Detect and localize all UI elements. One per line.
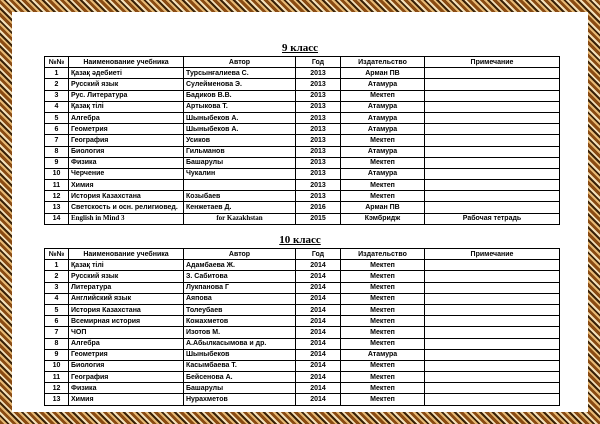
table-cell xyxy=(425,282,560,293)
table-cell: Гильманов xyxy=(184,146,296,157)
table-row xyxy=(45,394,560,405)
table-cell: English in Mind 3 xyxy=(69,213,184,224)
grade9-table xyxy=(44,56,560,225)
table-cell: for Kazakhstan xyxy=(184,213,296,224)
table-cell: Мектеп xyxy=(341,90,425,101)
table-cell: Шыныбеков xyxy=(184,349,296,360)
table-cell: Рабочая тетрадь xyxy=(425,213,560,224)
table-row xyxy=(45,260,560,271)
table-cell xyxy=(425,135,560,146)
table-cell: Литература xyxy=(69,282,184,293)
table-row xyxy=(45,202,560,213)
table-cell: Мектеп xyxy=(341,394,425,405)
header-row xyxy=(45,249,560,260)
table-cell: Геометрия xyxy=(69,349,184,360)
table-cell: Атамура xyxy=(341,124,425,135)
table-cell: 8 xyxy=(45,338,69,349)
column-header: Наименование учебника xyxy=(69,57,184,68)
table-row xyxy=(45,112,560,123)
table-cell: 11 xyxy=(45,372,69,383)
table-cell: 2014 xyxy=(296,293,341,304)
column-header: Издательство xyxy=(341,249,425,260)
table-cell: 2013 xyxy=(296,68,341,79)
table-cell: Мектеп xyxy=(341,135,425,146)
table-cell: Сулейменова Э. xyxy=(184,79,296,90)
table-cell xyxy=(425,360,560,371)
table-cell: Шыныбеков А. xyxy=(184,112,296,123)
table-cell: 6 xyxy=(45,316,69,327)
table-cell xyxy=(425,260,560,271)
table-cell: История Казахстана xyxy=(69,191,184,202)
table-cell: Мектеп xyxy=(341,304,425,315)
table-row xyxy=(45,316,560,327)
table-cell: Қазақ тілі xyxy=(69,101,184,112)
table-cell: Биология xyxy=(69,146,184,157)
table-cell: Атамура xyxy=(341,349,425,360)
table-cell: 2 xyxy=(45,79,69,90)
table-cell: 2013 xyxy=(296,146,341,157)
column-header: Автор xyxy=(184,57,296,68)
table-cell xyxy=(425,90,560,101)
table-row xyxy=(45,168,560,179)
table-cell: Артыкова Т. xyxy=(184,101,296,112)
table-cell: Чукалин xyxy=(184,168,296,179)
table-cell: Атамура xyxy=(341,79,425,90)
column-header: Издательство xyxy=(341,57,425,68)
grade9-title: 9 класс xyxy=(281,42,319,54)
table-cell: Адамбаева Ж. xyxy=(184,260,296,271)
table-cell: 10 xyxy=(45,168,69,179)
table-cell: Қазақ тілі xyxy=(69,260,184,271)
table-cell: Мектеп xyxy=(341,157,425,168)
table-cell: Қазақ әдебиеті xyxy=(69,68,184,79)
table-cell: Мектеп xyxy=(341,180,425,191)
table-row xyxy=(45,135,560,146)
table-row xyxy=(45,180,560,191)
table-cell: Башарулы xyxy=(184,383,296,394)
table-cell: 2014 xyxy=(296,394,341,405)
table-cell: 2013 xyxy=(296,191,341,202)
table-cell: 1 xyxy=(45,68,69,79)
table-cell: Геометрия xyxy=(69,124,184,135)
table-cell: Химия xyxy=(69,394,184,405)
table-cell: 2014 xyxy=(296,316,341,327)
table-cell: 2013 xyxy=(296,157,341,168)
table-cell: 4 xyxy=(45,293,69,304)
table-row xyxy=(45,213,560,224)
table-cell: 10 xyxy=(45,360,69,371)
table-cell: Лукпанова Г xyxy=(184,282,296,293)
table-cell: География xyxy=(69,372,184,383)
column-header: Наименование учебника xyxy=(69,249,184,260)
table-cell xyxy=(425,157,560,168)
table-row xyxy=(45,68,560,79)
column-header: Примечание xyxy=(425,249,560,260)
table-cell: Алгебра xyxy=(69,338,184,349)
table-cell: Усиков xyxy=(184,135,296,146)
table-row xyxy=(45,271,560,282)
column-header: Примечание xyxy=(425,57,560,68)
table-cell: Мектеп xyxy=(341,260,425,271)
table-cell: Бейсенова А. xyxy=(184,372,296,383)
table-cell: Химия xyxy=(69,180,184,191)
table-cell: Физика xyxy=(69,157,184,168)
table-cell xyxy=(425,349,560,360)
table-row xyxy=(45,79,560,90)
table-cell xyxy=(184,180,296,191)
table-cell: 9 xyxy=(45,349,69,360)
table-row xyxy=(45,349,560,360)
table-cell xyxy=(425,304,560,315)
table-cell: 13 xyxy=(45,202,69,213)
table-cell: Атамура xyxy=(341,101,425,112)
table-cell: 2 xyxy=(45,271,69,282)
table-cell: А.Абылкасымова и др. xyxy=(184,338,296,349)
table-cell: ЧОП xyxy=(69,327,184,338)
table-cell: Нурахметов xyxy=(184,394,296,405)
table-cell: Мектеп xyxy=(341,293,425,304)
table-cell: 2013 xyxy=(296,101,341,112)
table-cell: Всемирная история xyxy=(69,316,184,327)
table-cell: Мектеп xyxy=(341,271,425,282)
table-cell: 2014 xyxy=(296,260,341,271)
table-cell: 12 xyxy=(45,191,69,202)
table-cell: Мектеп xyxy=(341,338,425,349)
column-header: №№ xyxy=(45,57,69,68)
table-cell: Мектеп xyxy=(341,191,425,202)
table-row xyxy=(45,383,560,394)
table-cell: 3 xyxy=(45,90,69,101)
table-cell: 13 xyxy=(45,394,69,405)
table-cell xyxy=(425,327,560,338)
table-cell: 2013 xyxy=(296,112,341,123)
table-cell: Кенжетаев Д. xyxy=(184,202,296,213)
table-cell xyxy=(425,293,560,304)
table-cell: Арман ПВ xyxy=(341,68,425,79)
table-cell: Шыныбеков А. xyxy=(184,124,296,135)
table-cell: Физика xyxy=(69,383,184,394)
table-row xyxy=(45,101,560,112)
table-cell: 5 xyxy=(45,112,69,123)
table-cell xyxy=(425,124,560,135)
table-cell xyxy=(425,316,560,327)
table-row xyxy=(45,90,560,101)
table-cell: Атамура xyxy=(341,146,425,157)
table-cell: 2016 xyxy=(296,202,341,213)
table-cell: Английский язык xyxy=(69,293,184,304)
table-cell: 2014 xyxy=(296,338,341,349)
column-header: Автор xyxy=(184,249,296,260)
table-cell: Рус. Литература xyxy=(69,90,184,101)
grade10-title: 10 класс xyxy=(279,234,321,246)
table-row xyxy=(45,124,560,135)
grade10-table xyxy=(44,248,560,406)
table-cell xyxy=(425,79,560,90)
table-cell: 2013 xyxy=(296,79,341,90)
table-cell: Русский язык xyxy=(69,79,184,90)
table-cell: Мектеп xyxy=(341,383,425,394)
table-cell xyxy=(425,383,560,394)
column-header: Год xyxy=(296,249,341,260)
table-cell: Кожахметов xyxy=(184,316,296,327)
table-row xyxy=(45,372,560,383)
table-row xyxy=(45,304,560,315)
column-header: Год xyxy=(296,57,341,68)
table-cell: 2013 xyxy=(296,180,341,191)
table-row xyxy=(45,327,560,338)
table-cell: З. Сабитова xyxy=(184,271,296,282)
table-cell: Башарулы xyxy=(184,157,296,168)
table-cell: Изотов М. xyxy=(184,327,296,338)
table-cell: 2014 xyxy=(296,304,341,315)
table-row xyxy=(45,191,560,202)
table-cell: Касымбаева Т. xyxy=(184,360,296,371)
table-cell: Черчение xyxy=(69,168,184,179)
table-cell: Бадиков В.В. xyxy=(184,90,296,101)
table-cell: 2013 xyxy=(296,135,341,146)
table-cell: Арман ПВ xyxy=(341,202,425,213)
table-cell: 1 xyxy=(45,260,69,271)
page xyxy=(12,12,588,412)
table-cell xyxy=(425,168,560,179)
table-cell: Алгебра xyxy=(69,112,184,123)
table-cell: 2014 xyxy=(296,372,341,383)
table-cell xyxy=(425,202,560,213)
table-cell: 2013 xyxy=(296,124,341,135)
table-row xyxy=(45,360,560,371)
table-cell: 6 xyxy=(45,124,69,135)
table-cell xyxy=(425,112,560,123)
table-cell: 2014 xyxy=(296,360,341,371)
table-cell: 2014 xyxy=(296,327,341,338)
table-cell: 2015 xyxy=(296,213,341,224)
table-cell: 11 xyxy=(45,180,69,191)
table-cell: 2014 xyxy=(296,383,341,394)
table-row xyxy=(45,146,560,157)
table-cell: Мектеп xyxy=(341,282,425,293)
table-cell: 14 xyxy=(45,213,69,224)
column-header: №№ xyxy=(45,249,69,260)
table-row xyxy=(45,282,560,293)
table-cell: 5 xyxy=(45,304,69,315)
table-cell: 8 xyxy=(45,146,69,157)
table-cell: 4 xyxy=(45,101,69,112)
table-cell: Толеубаев xyxy=(184,304,296,315)
table-cell: 7 xyxy=(45,327,69,338)
table-cell xyxy=(425,146,560,157)
table-cell: 2014 xyxy=(296,271,341,282)
table-cell: Светскость и осн. религиовед. xyxy=(69,202,184,213)
table-cell xyxy=(425,101,560,112)
table-cell: Мектеп xyxy=(341,316,425,327)
table-cell: 3 xyxy=(45,282,69,293)
table-cell: 7 xyxy=(45,135,69,146)
table-cell xyxy=(425,191,560,202)
table-cell: География xyxy=(69,135,184,146)
table-cell: Мектеп xyxy=(341,372,425,383)
table-cell xyxy=(425,180,560,191)
table-row xyxy=(45,338,560,349)
table-cell: Аяпова xyxy=(184,293,296,304)
table-cell: 2013 xyxy=(296,168,341,179)
table-cell: Турсынғалиева С. xyxy=(184,68,296,79)
table-cell xyxy=(425,68,560,79)
table-cell: 12 xyxy=(45,383,69,394)
table-cell: Биология xyxy=(69,360,184,371)
table-cell: Атамура xyxy=(341,112,425,123)
table-cell: 9 xyxy=(45,157,69,168)
table-cell: Мектеп xyxy=(341,327,425,338)
table-cell: 2013 xyxy=(296,90,341,101)
table-cell: Козыбаев xyxy=(184,191,296,202)
table-cell: Кэмбридж xyxy=(341,213,425,224)
table-cell xyxy=(425,338,560,349)
table-cell: Мектеп xyxy=(341,360,425,371)
table-cell xyxy=(425,372,560,383)
table-cell: Атамура xyxy=(341,168,425,179)
table-cell: 2014 xyxy=(296,349,341,360)
table-cell xyxy=(425,271,560,282)
header-row xyxy=(45,57,560,68)
table-cell: История Казахстана xyxy=(69,304,184,315)
table-row xyxy=(45,293,560,304)
table-cell xyxy=(425,394,560,405)
table-cell: Русский язык xyxy=(69,271,184,282)
table-row xyxy=(45,157,560,168)
table-cell: 2014 xyxy=(296,282,341,293)
